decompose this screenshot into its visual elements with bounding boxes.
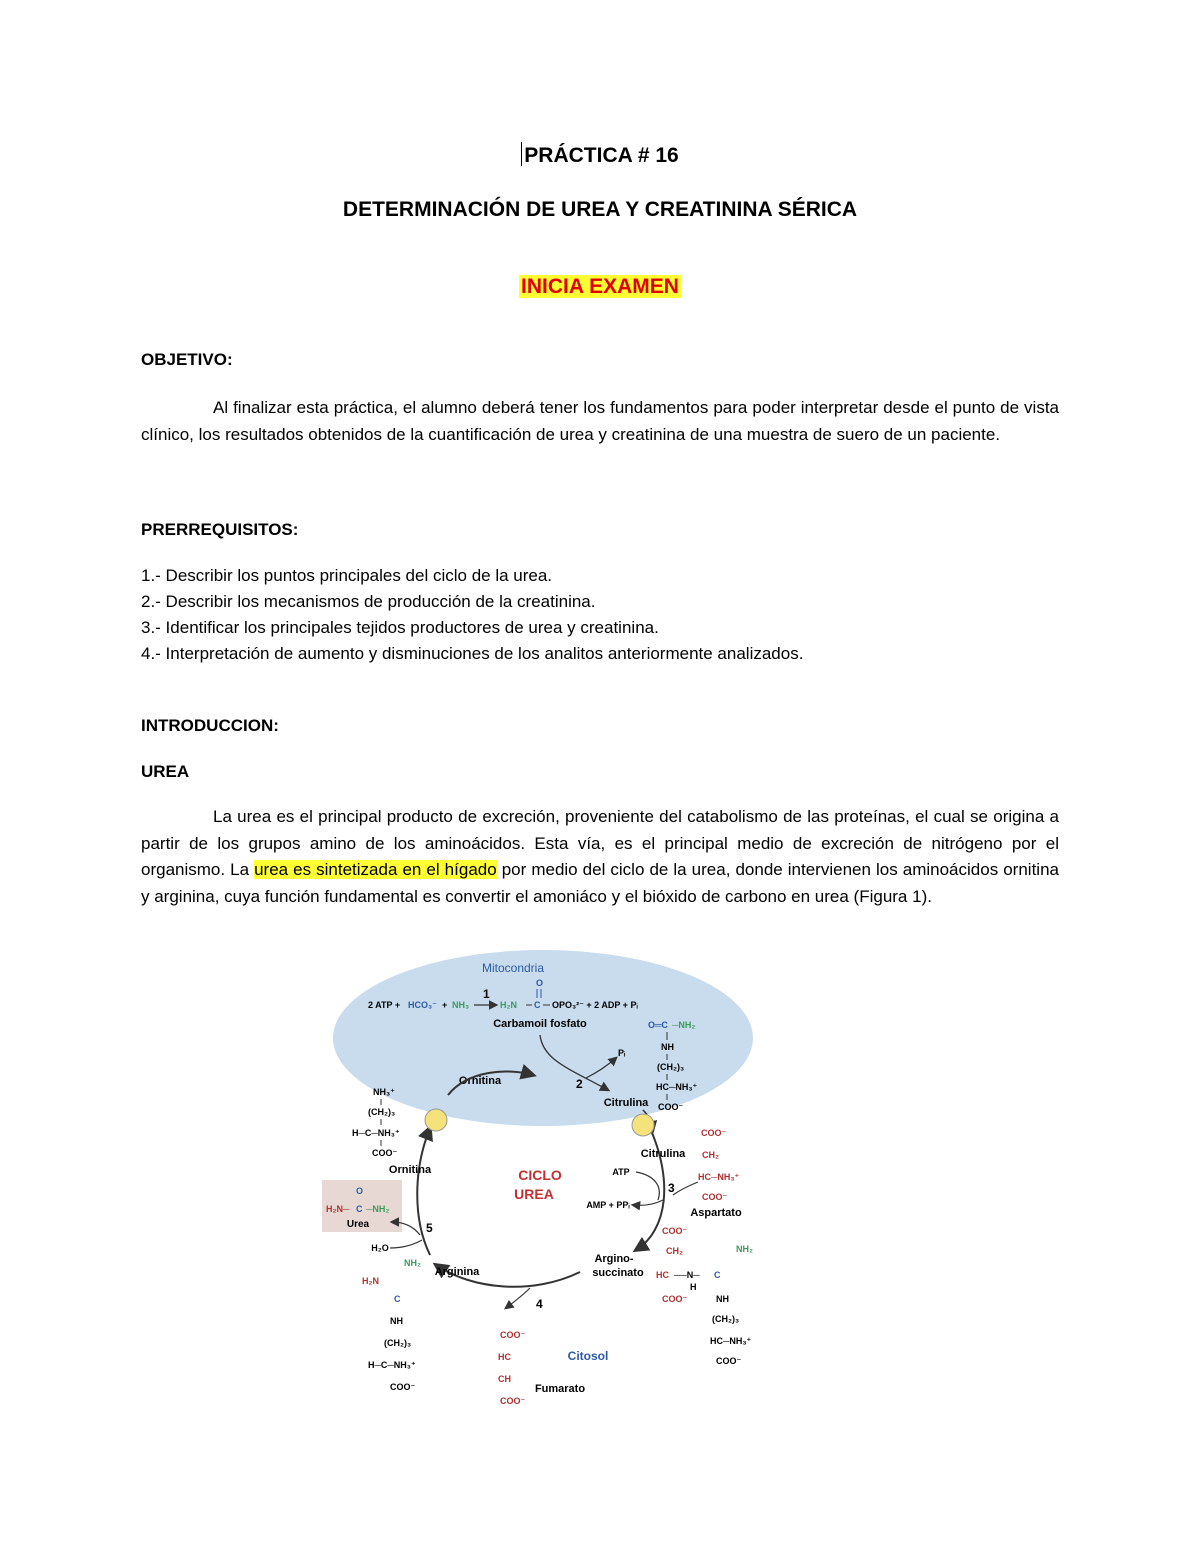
svg-text:NH: NH <box>716 1294 729 1304</box>
svg-text:COO⁻: COO⁻ <box>662 1226 688 1236</box>
cycle-label-line2: UREA <box>514 1186 554 1202</box>
reaction-atp: 2 ATP + <box>368 1000 401 1010</box>
list-item: 4.- Interpretación de aumento y disminuciones de los analitos anteriormente analizados. <box>141 644 804 663</box>
atp-label: ATP <box>612 1167 630 1177</box>
introduccion-heading: INTRODUCCION: <box>141 716 279 735</box>
svg-text:CH: CH <box>498 1374 511 1384</box>
svg-text:COO⁻: COO⁻ <box>500 1330 526 1340</box>
svg-text:C: C <box>394 1294 401 1304</box>
svg-text:NH: NH <box>390 1316 403 1326</box>
ornithine-cyto-label: Ornitina <box>388 1164 432 1176</box>
svg-text:─NH₂: ─NH₂ <box>672 1020 696 1030</box>
reaction-products: OPO₃²⁻ + 2 ADP + Pᵢ <box>552 1000 638 1010</box>
mitochondria-region <box>333 950 753 1126</box>
reaction-hco3: HCO₃⁻ <box>408 1000 437 1010</box>
list-item: 3.- Identificar los principales tejidos productores de urea y creatinina. <box>141 618 659 637</box>
urea-label: Urea <box>346 1219 370 1230</box>
svg-text:NH₂: NH₂ <box>404 1258 421 1268</box>
svg-text:(CH₂)₃: (CH₂)₃ <box>657 1062 685 1072</box>
urea-subheading: UREA <box>141 762 190 781</box>
ornithine-mito-label: Ornitina <box>458 1075 502 1087</box>
carbamoyl-phosphate-label: Carbamoil fosfato <box>493 1018 587 1030</box>
svg-text:CH₂: CH₂ <box>702 1150 719 1160</box>
practice-number: PRÁCTICA # 16 <box>0 142 1200 168</box>
argininosuccinate-label-1: Argino- <box>594 1253 634 1265</box>
objetivo-heading: OBJETIVO: <box>141 350 233 369</box>
svg-text:H─C─NH₃⁺: H─C─NH₃⁺ <box>352 1128 400 1138</box>
svg-text:HC─NH₃⁺: HC─NH₃⁺ <box>698 1172 740 1182</box>
objetivo-paragraph: Al finalizar esta práctica, el alumno deberá tener los fundamentos para poder interpretar desde el punto de vista clínico, los resultados obtenidos de la cuantificación de urea y creatinina de una muestra de suero de un paciente. <box>141 398 1059 444</box>
cycle-label-line1: CICLO <box>518 1167 562 1183</box>
mitochondria-label: Mitocondria <box>481 961 545 975</box>
svg-text:HC─NH₃⁺: HC─NH₃⁺ <box>656 1082 698 1092</box>
svg-text:C: C <box>356 1204 363 1214</box>
exam-highlight: INICIA EXAMEN <box>521 275 679 298</box>
svg-text:(CH₂)₃: (CH₂)₃ <box>712 1314 740 1324</box>
svg-text:(CH₂)₃: (CH₂)₃ <box>368 1107 396 1117</box>
reaction-h2n: H₂N <box>500 1000 517 1010</box>
svg-text:COO⁻: COO⁻ <box>701 1128 727 1138</box>
argininosuccinate-label-2: succinato <box>592 1267 644 1279</box>
svg-text:H₂N─: H₂N─ <box>326 1204 350 1214</box>
svg-text:─NH₂: ─NH₂ <box>366 1204 390 1214</box>
citrulline-mito-label: Citrulina <box>603 1097 649 1109</box>
water-label: H₂O <box>371 1243 389 1253</box>
svg-text:NH₂: NH₂ <box>736 1244 753 1254</box>
reaction-c: C <box>534 1000 541 1010</box>
reaction-nh3: NH₃ <box>452 1000 470 1010</box>
step-2-label: 2 <box>576 1077 583 1091</box>
transporter-left <box>425 1109 447 1131</box>
step-5-label: 5 <box>426 1221 433 1235</box>
highlighted-text: urea es sintetizada en el hígado <box>254 860 497 879</box>
svg-text:COO⁻: COO⁻ <box>372 1148 398 1158</box>
step-4-label: 4 <box>536 1297 543 1311</box>
transporter-right <box>632 1114 654 1136</box>
svg-text:C: C <box>714 1270 721 1280</box>
cytosol-label: Citosol <box>567 1349 609 1363</box>
svg-text:H₂N: H₂N <box>362 1276 379 1286</box>
urea-cycle-figure <box>318 950 788 1420</box>
svg-text:HC─NH₃⁺: HC─NH₃⁺ <box>710 1336 752 1346</box>
document-title: DETERMINACIÓN DE UREA Y CREATININA SÉRICA <box>342 198 858 221</box>
svg-text:NH: NH <box>661 1042 674 1052</box>
list-item: 2.- Describir los mecanismos de producción de la creatinina. <box>141 592 596 611</box>
svg-text:NH₃⁺: NH₃⁺ <box>373 1087 395 1097</box>
citrulline-cyto-label: Citrulina <box>640 1148 686 1160</box>
svg-text:──N─: ──N─ <box>674 1270 700 1280</box>
step-3-label: 3 <box>668 1181 675 1195</box>
svg-text:COO⁻: COO⁻ <box>658 1102 684 1112</box>
urea-paragraph: La urea es el principal producto de excreción, proveniente del catabolismo de las proteínas, el cual se origina a partir de los grupos amino de los aminoácidos. Esta vía, es el principal medio de excreción de nitrógeno por el organismo. La urea es sintetizada en el hígado por medio del ciclo de la urea, donde intervienen los aminoácidos ornitina y arginina, cuya función fundamental es convertir el amoniáco y el bióxido de carbono en urea (Figura 1). <box>141 807 1059 906</box>
svg-text:H─C─NH₃⁺: H─C─NH₃⁺ <box>368 1360 416 1370</box>
svg-text:COO⁻: COO⁻ <box>662 1294 688 1304</box>
exam-start-label <box>0 275 1200 299</box>
svg-text:O═C: O═C <box>648 1020 668 1030</box>
prerrequisitos-heading: PRERREQUISITOS: <box>141 520 299 539</box>
amp-label: AMP + PPᵢ <box>586 1200 630 1210</box>
svg-text:O: O <box>356 1186 364 1196</box>
svg-text:O: O <box>536 978 544 988</box>
list-item: 1.- Describir los puntos principales del ciclo de la urea. <box>141 566 553 585</box>
svg-text:COO⁻: COO⁻ <box>390 1382 416 1392</box>
fumarate-label: Fumarato <box>534 1383 586 1395</box>
svg-text:COO⁻: COO⁻ <box>702 1192 728 1202</box>
text-cursor <box>521 142 522 166</box>
aspartate-label: Aspartato <box>690 1207 742 1219</box>
svg-text:(CH₂)₃: (CH₂)₃ <box>384 1338 412 1348</box>
arginine-label: Arginina <box>434 1266 480 1278</box>
step-1-label: 1 <box>483 987 490 1001</box>
svg-text:HC: HC <box>498 1352 511 1362</box>
reaction-plus: + <box>442 1000 448 1010</box>
svg-text:HC: HC <box>656 1270 669 1280</box>
svg-text:COO⁻: COO⁻ <box>500 1396 526 1406</box>
pi-label: Pᵢ <box>618 1048 626 1058</box>
svg-text:CH₂: CH₂ <box>666 1246 683 1256</box>
svg-text:H: H <box>690 1282 697 1292</box>
svg-text:COO⁻: COO⁻ <box>716 1356 742 1366</box>
